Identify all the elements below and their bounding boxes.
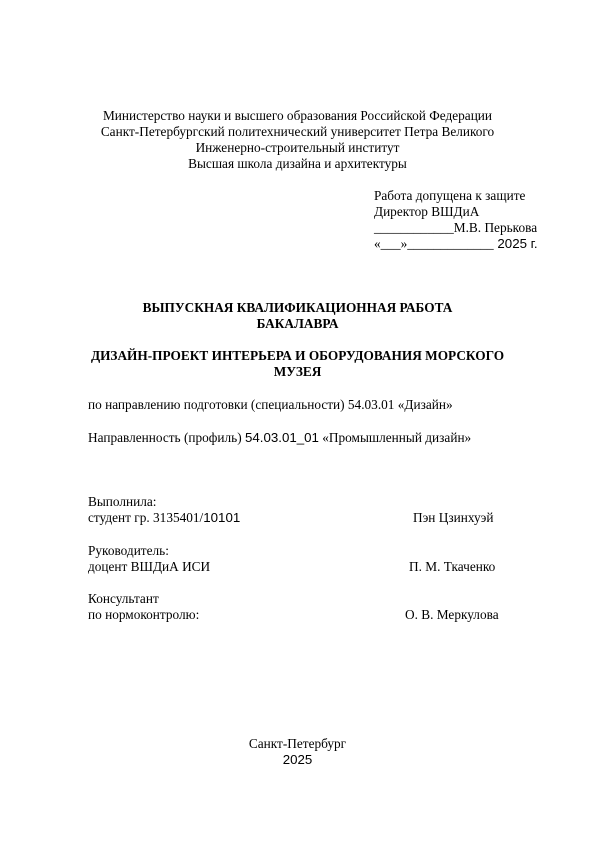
supervisor-name: П. М. Ткаченко (409, 559, 496, 574)
profile-prefix: Направленность (профиль) (88, 430, 245, 445)
author-name: Пэн Цзинхуэй (413, 510, 494, 525)
approval-director: Директор ВШДиА (374, 204, 480, 219)
consultant-name: О. В. Меркулова (405, 607, 499, 622)
profile-text (88, 430, 471, 446)
work-type-line1: ВЫПУСКНАЯ КВАЛИФИКАЦИОННАЯ РАБОТА (142, 300, 453, 315)
author-group-prefix: студент гр. 3135401/ (88, 510, 204, 525)
work-title-line2: МУЗЕЯ (273, 364, 322, 379)
author-group (88, 510, 240, 526)
work-type-line2: БАКАЛАВРА (256, 316, 339, 331)
approval-signature: ____________М.В. Перькова (374, 220, 538, 235)
ministry-line: Министерство науки и высшего образования Российской Федерации (102, 108, 493, 123)
approval-date (374, 236, 538, 252)
consultant-role: Консультант (88, 591, 159, 606)
date-close-quote: » (400, 236, 408, 251)
direction-text: по направлению подготовки (специальности) 54.03.01 «Дизайн» (88, 397, 453, 412)
approval-admitted: Работа допущена к защите (374, 188, 526, 203)
author-group-suffix: 10101 (203, 510, 241, 525)
supervisor-role: Руководитель: (88, 543, 169, 558)
university-line: Санкт-Петербургский политехнический университет Петра Великого (100, 124, 495, 139)
school-line: Высшая школа дизайна и архитектуры (188, 156, 407, 171)
profile-code: 54.03.01_01 (244, 430, 319, 445)
date-month-blank: _____________ (407, 236, 494, 251)
date-year: 2025 г. (493, 236, 538, 251)
supervisor-position: доцент ВШДиА ИСИ (88, 559, 211, 574)
footer-city: Санкт-Петербург (248, 736, 347, 751)
date-day-blank: ___ (380, 236, 401, 251)
profile-suffix: «Промышленный дизайн» (318, 430, 472, 445)
consultant-scope: по нормоконтролю: (88, 607, 200, 622)
footer-year: 2025 (282, 752, 313, 767)
author-role: Выполнила: (88, 494, 157, 509)
date-open-quote: « (374, 236, 381, 251)
institute-line: Инженерно-строительный институт (195, 140, 400, 155)
work-title-line1: ДИЗАЙН-ПРОЕКТ ИНТЕРЬЕРА И ОБОРУДОВАНИЯ МОРСКОГО (90, 348, 505, 363)
